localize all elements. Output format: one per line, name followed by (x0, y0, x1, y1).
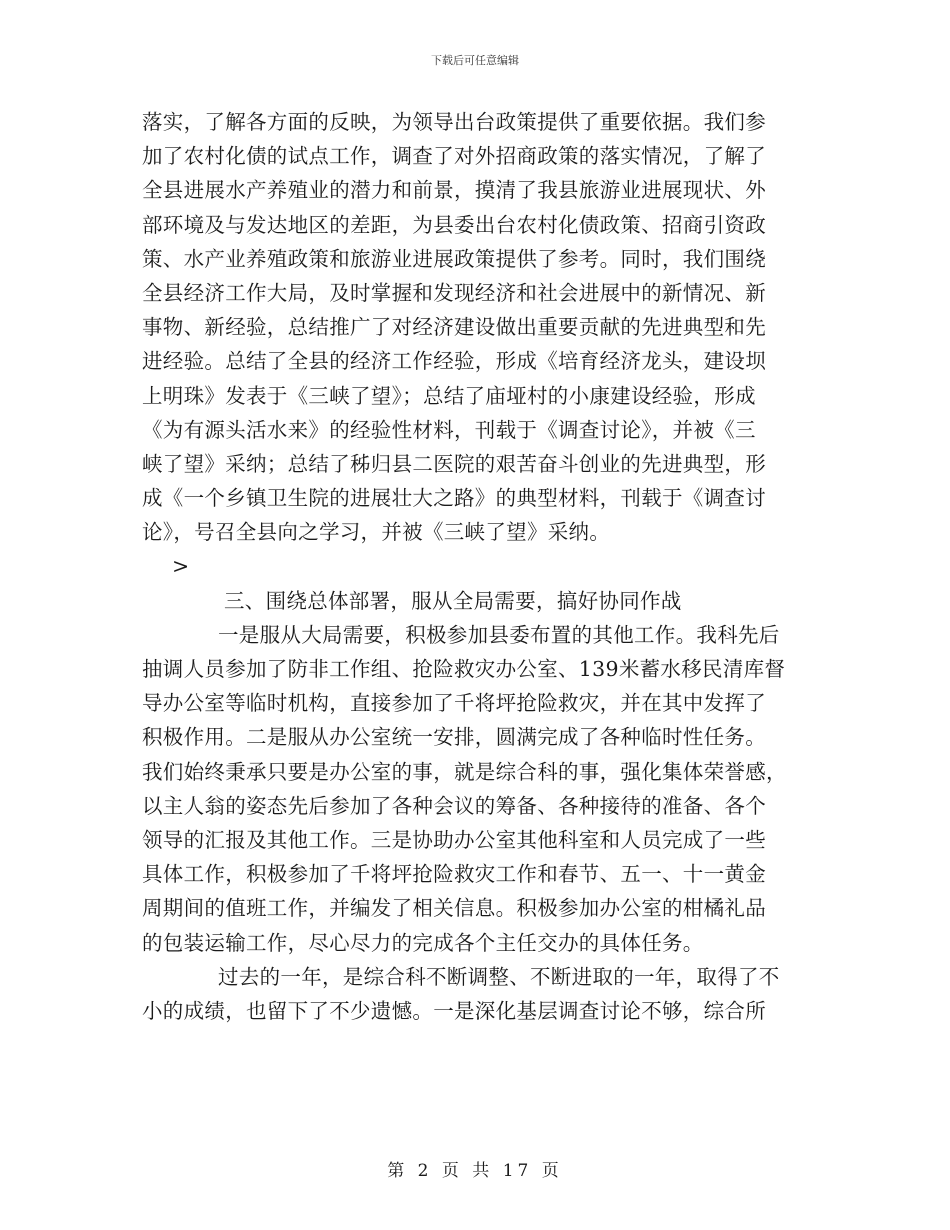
body-line: 峡了望》采纳；总结了秭归县二医院的艰苦奋斗创业的先进典型，形 (142, 451, 766, 476)
body-line: 策、水产业养殖政策和旅游业进展政策提供了参考。同时，我们围绕 (142, 246, 766, 271)
body-line: 我们始终秉承只要是办公室的事，就是综合科的事，强化集体荣誉感， (142, 759, 787, 784)
body-line: 事物、新经验，总结推广了对经济建设做出重要贡献的先进典型和先 (142, 315, 766, 340)
body-line: 领导的汇报及其他工作。三是协助办公室其他科室和人员完成了一些 (142, 827, 766, 852)
body-line: 积极作用。二是服从办公室统一安排，圆满完成了各种临时性任务。 (142, 725, 766, 750)
body-line: 的包装运输工作，尽心尽力的完成各个主任交办的具体任务。 (142, 930, 704, 955)
body-line: 具体工作，积极参加了千将坪抢险救灾工作和春节、五一、十一黄金 (142, 862, 766, 887)
body-line: 进经验。总结了全县的经济工作经验，形成《培育经济龙头，建设坝 (142, 349, 766, 374)
body-line: 导办公室等临时机构，直接参加了千将坪抢险救灾，并在其中发挥了 (142, 691, 766, 716)
body-line: 小的成绩，也留下了不少遗憾。一是深化基层调查讨论不够，综合所 (142, 998, 766, 1023)
body-line: 论》，号召全县向之学习，并被《三峡了望》采纳。 (142, 520, 611, 545)
body-line: 部环境及与发达地区的差距，为县委出台农村化债政策、招商引资政 (142, 212, 766, 237)
body-line: 一是服从大局需要，积极参加县委布置的其他工作。我科先后 (218, 622, 780, 647)
body-line: 周期间的值班工作，并编发了相关信息。积极参加办公室的柑橘礼品 (142, 896, 766, 921)
body-line: 过去的一年，是综合科不断调整、不断进取的一年，取得了不 (218, 964, 780, 989)
body-line: 全县经济工作大局，及时掌握和发现经济和社会进展中的新情况、新 (142, 280, 766, 305)
body-line: 《为有源头活水来》的经验性材料，刊载于《调查讨论》，并被《三 (142, 417, 756, 442)
body-line: 加了农村化债的试点工作，调查了对外招商政策的落实情况，了解了 (142, 144, 766, 169)
body-line: 成《一个乡镇卫生院的进展壮大之路》的典型材料，刊载于《调查讨 (142, 486, 766, 511)
stray-marker: > (172, 554, 190, 579)
document-body (142, 105, 810, 1028)
body-line: 全县进展水产养殖业的潜力和前景，摸清了我县旅游业进展现状、外 (142, 178, 766, 203)
page-footer: 第 2 页 共 17 页 (387, 1161, 563, 1181)
body-line: 以主人翁的姿态先后参加了各种会议的筹备、各种接待的准备、各个 (142, 793, 766, 818)
section-heading: 三、围绕总体部署，服从全局需要，搞好协同作战 (224, 588, 682, 613)
page-header: 下载后可任意编辑 (431, 54, 519, 67)
body-line: 抽调人员参加了防非工作组、抢险救灾办公室、139米蓄水移民清库督 (142, 657, 786, 681)
body-line: 落实，了解各方面的反映，为领导出台政策提供了重要依据。我们参 (142, 110, 766, 134)
body-line: 上明珠》发表于《三峡了望》；总结了庙垭村的小康建设经验，形成 (142, 383, 756, 408)
